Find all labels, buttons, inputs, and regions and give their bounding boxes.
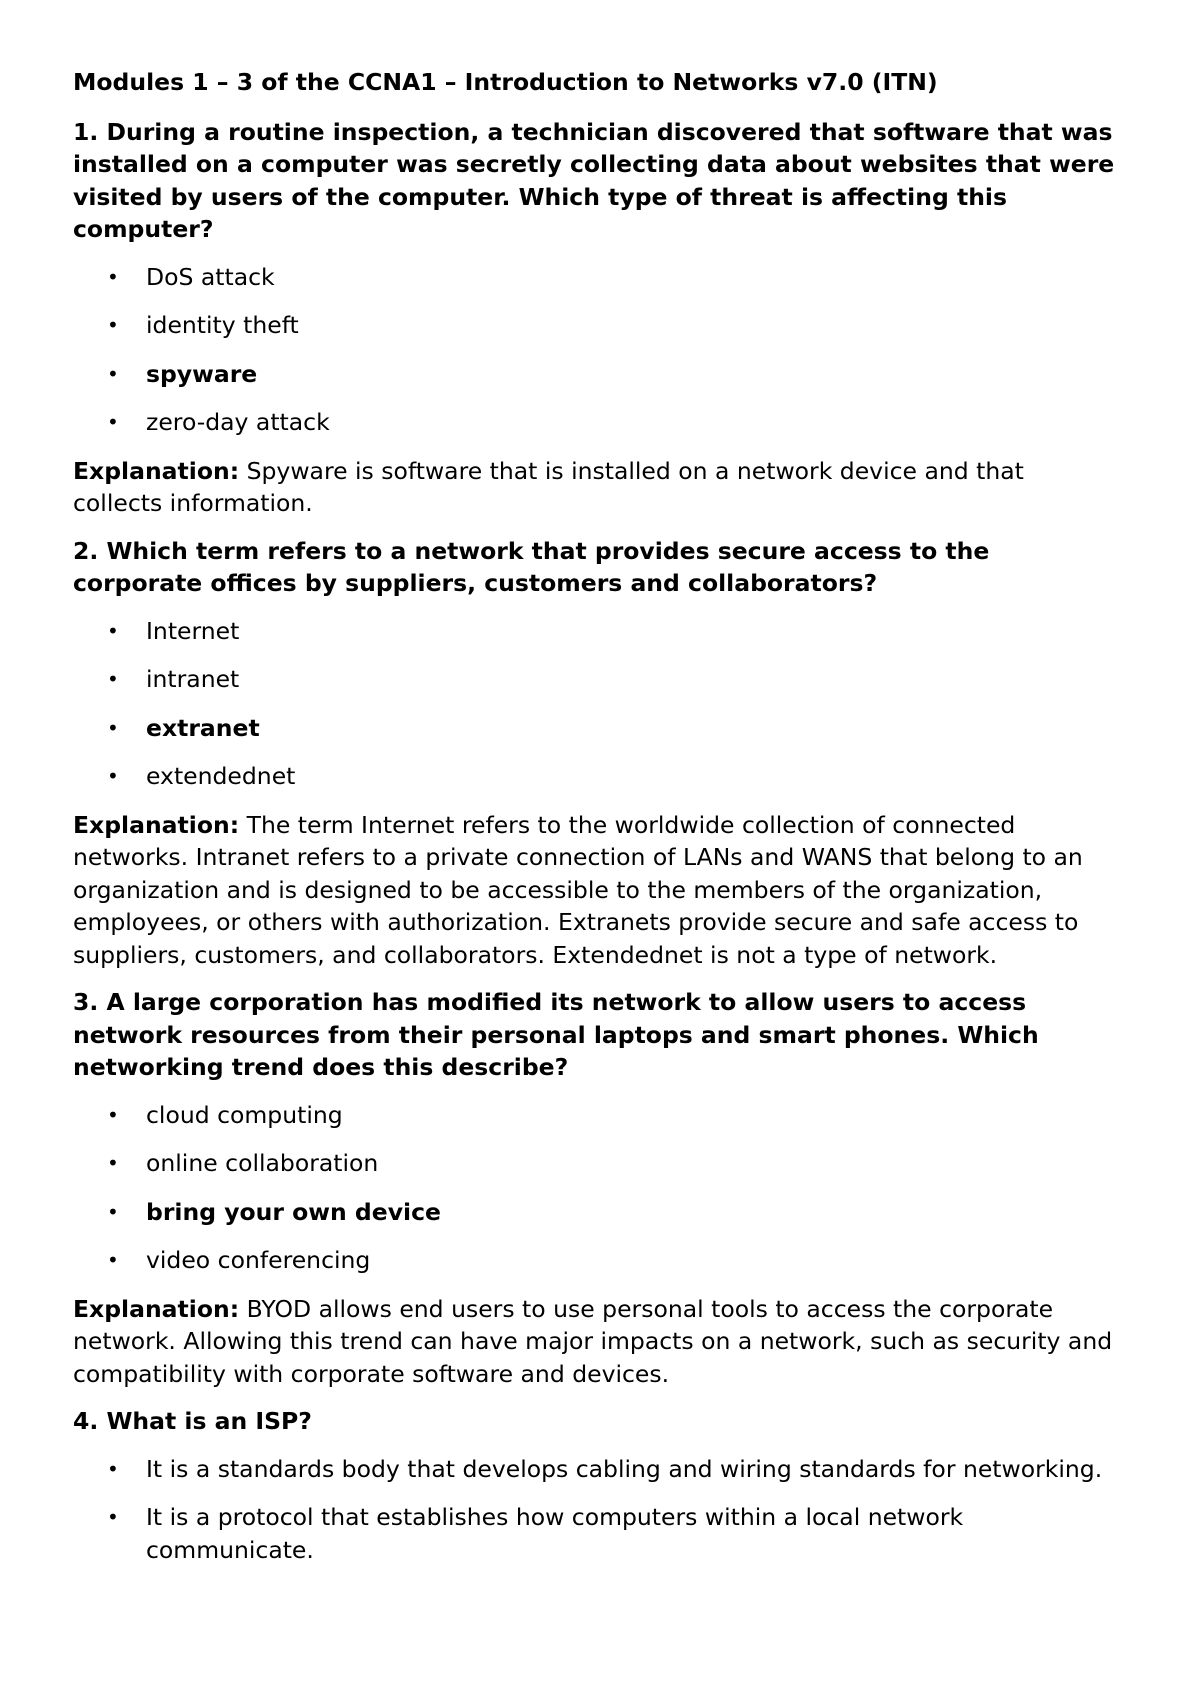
option-item xyxy=(73,1099,1120,1132)
question-4-text: 4. What is an ISP? xyxy=(73,1407,312,1435)
bullet-icon: • xyxy=(107,361,119,386)
explanation-text: Spyware is software that is installed on a network device and that collects information. xyxy=(73,456,1024,517)
bullet-icon: • xyxy=(107,1102,119,1127)
explanation-text: The term Internet refers to the worldwide collection of connected networks. Intranet refers to a private connection of LANs and WANS that belong to an organization and is designed to be accessible to the members of the organization, employees, or others with authorization. Extranets provide secure and safe access to suppliers, customers, and collaborators. Extendednet is not a type of network. xyxy=(73,810,1083,969)
option-item xyxy=(73,309,1120,342)
option-item xyxy=(73,663,1120,696)
bullet-icon: • xyxy=(107,410,119,434)
bullet-icon: • xyxy=(107,264,119,289)
question-2-options xyxy=(73,615,1120,793)
option-item-correct xyxy=(73,712,1120,745)
question-1-options xyxy=(73,261,1120,439)
question-2-text: 2. Which term refers to a network that provides secure access to the corporate offices by suppliers, customers and collaborators? xyxy=(73,536,990,597)
option-text: spyware xyxy=(146,359,258,388)
option-item-correct xyxy=(73,358,1120,391)
bullet-icon: • xyxy=(107,1151,119,1175)
option-text: extranet xyxy=(146,713,260,742)
bullet-icon: • xyxy=(107,1456,119,1481)
option-item xyxy=(73,1244,1120,1277)
option-text: DoS attack xyxy=(146,262,275,291)
option-text: It is a protocol that establishes how computers within a local network communicate. xyxy=(146,1503,964,1564)
question-1-text: 1. During a routine inspection, a technician discovered that software that was installed on a computer was secretly collecting data about websites that were visited by users of the computer. Which type of threat is affecting this computer? xyxy=(73,117,1115,243)
option-item xyxy=(73,261,1120,294)
option-item xyxy=(73,1147,1120,1180)
option-text: intranet xyxy=(146,665,240,693)
option-text: cloud computing xyxy=(146,1100,343,1129)
option-item xyxy=(73,406,1120,439)
bullet-icon: • xyxy=(107,667,119,691)
question-1-explanation xyxy=(73,455,1120,520)
option-item xyxy=(73,760,1120,793)
option-text: bring your own device xyxy=(146,1197,441,1226)
explanation-label: Explanation: xyxy=(73,1294,240,1323)
option-item xyxy=(73,1453,1120,1486)
option-text: extendednet xyxy=(146,762,296,790)
option-text: It is a standards body that develops cabling and wiring standards for networking. xyxy=(146,1454,1103,1483)
document-title: Modules 1 – 3 of the CCNA1 – Introduction to Networks v7.0 (ITN) xyxy=(73,68,938,96)
option-item xyxy=(73,1501,1120,1566)
option-text: zero-day attack xyxy=(146,408,330,436)
explanation-label: Explanation: xyxy=(73,810,240,839)
bullet-icon: • xyxy=(107,715,119,740)
question-3-options xyxy=(73,1099,1120,1277)
option-item-correct xyxy=(73,1196,1120,1229)
option-text: Internet xyxy=(146,616,240,645)
question-3-explanation xyxy=(73,1293,1120,1391)
bullet-icon: • xyxy=(107,764,119,788)
question-2-explanation xyxy=(73,809,1120,972)
bullet-icon: • xyxy=(107,313,119,337)
bullet-icon: • xyxy=(107,618,119,643)
bullet-icon: • xyxy=(107,1199,119,1224)
option-text: online collaboration xyxy=(146,1149,379,1177)
explanation-text: BYOD allows end users to use personal tools to access the corporate network. Allowing this trend can have major impacts on a network, such as security and compatibility with corporate software and devices. xyxy=(73,1294,1113,1388)
question-3-text: 3. A large corporation has modified its network to allow users to access network resources from their personal laptops and smart phones. Which networking trend does this describe? xyxy=(73,988,1039,1081)
option-text: video conferencing xyxy=(146,1246,371,1274)
option-text: identity theft xyxy=(146,311,299,339)
explanation-label: Explanation: xyxy=(73,456,240,485)
option-item xyxy=(73,615,1120,648)
bullet-icon: • xyxy=(107,1505,119,1529)
question-4-options xyxy=(73,1453,1120,1567)
bullet-icon: • xyxy=(107,1248,119,1272)
